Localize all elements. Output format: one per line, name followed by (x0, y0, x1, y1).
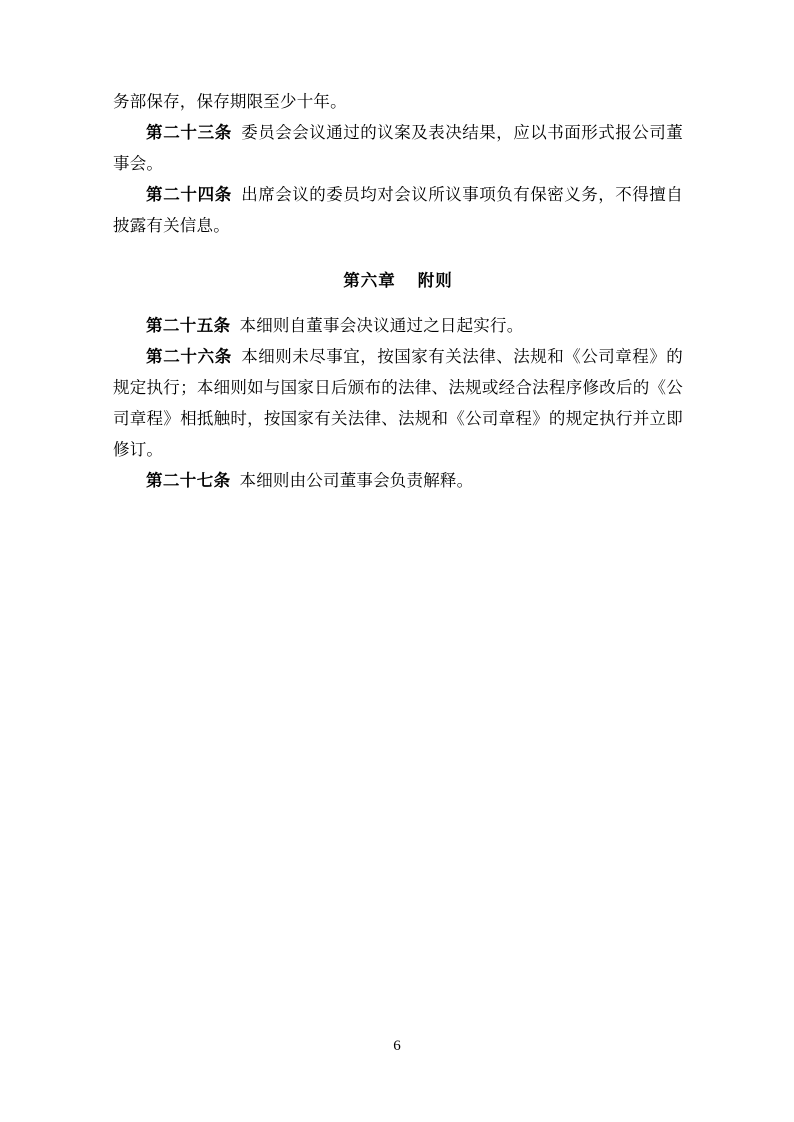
article-25 (113, 310, 683, 341)
paragraph-text: 务部保存，保存期限至少十年。 (113, 92, 347, 111)
article-24 (113, 179, 683, 241)
article-label: 第二十六条 (146, 347, 232, 366)
article-text: 委员会会议通过的议案及表决结果，应以书面形式报公司董事会。 (113, 123, 683, 173)
article-27 (113, 465, 683, 496)
chapter-number: 第六章 (343, 271, 396, 290)
article-label: 第二十四条 (146, 185, 232, 204)
paragraph-continued (113, 86, 683, 117)
article-label: 第二十五条 (146, 316, 231, 335)
document-body (113, 86, 683, 496)
article-text: 本细则由公司董事会负责解释。 (239, 471, 474, 490)
chapter-title: 附则 (417, 271, 453, 290)
article-label: 第二十七条 (146, 471, 231, 490)
chapter-heading (113, 265, 683, 296)
article-text: 本细则自董事会决议通过之日起实行。 (239, 316, 524, 335)
article-26 (113, 341, 683, 465)
page-number: 6 (393, 1038, 401, 1054)
article-text: 本细则未尽事宜，按国家有关法律、法规和《公司章程》的规定执行；本细则如与国家日后颁布的法律、法规或经合法程序修改后的《公司章程》相抵触时，按国家有关法律、法规和《公司章程》的规定执行并立即修订。 (113, 347, 683, 459)
article-label: 第二十三条 (146, 123, 232, 142)
article-text: 出席会议的委员均对会议所议事项负有保密义务，不得擅自披露有关信息。 (113, 185, 683, 235)
article-23 (113, 117, 683, 179)
